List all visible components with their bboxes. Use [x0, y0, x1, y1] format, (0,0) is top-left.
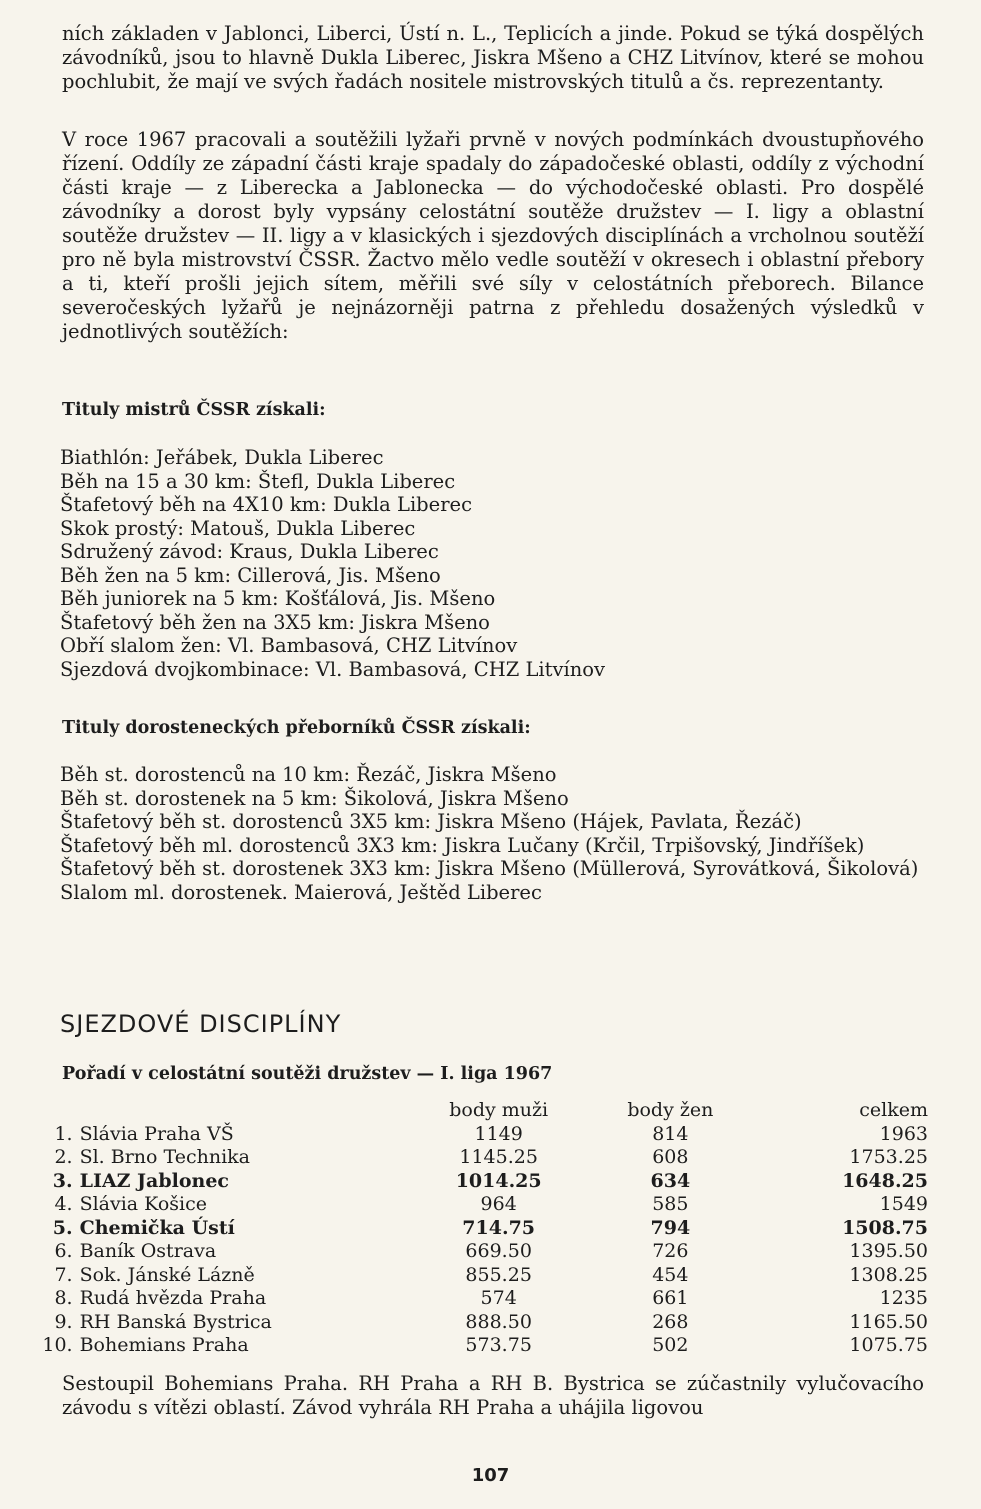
table-header-row — [42, 1098, 940, 1122]
rank-cell: 2. — [54, 1146, 73, 1169]
header-men-points: body muži — [449, 1099, 549, 1121]
men-points-cell: 574 — [480, 1287, 517, 1310]
men-points-cell: 888.50 — [465, 1310, 532, 1333]
total-points-cell: 1395.50 — [849, 1240, 928, 1263]
table-row — [42, 1287, 940, 1311]
table-row — [42, 1193, 940, 1217]
total-points-cell: 1508.75 — [842, 1216, 928, 1239]
list-item: Štafetový běh na 4X10 km: Dukla Liberec — [60, 493, 472, 516]
women-points-cell: 814 — [652, 1122, 689, 1145]
league-standings-table — [42, 1098, 940, 1357]
table-row — [42, 1169, 940, 1193]
intro-paragraph-2: V roce 1967 pracovali a soutěžili lyžaři prvně v nových podmínkách dvoustupňového řízení. Oddíly ze západní části kraje spadaly do západočeské oblasti, oddíly z východní části kraje — z Liberecka a Jablonecka — do východočeské oblasti. Pro dospělé závodníky a dorost byly vypsány celostátní soutěže družstev — I. ligy a oblastní soutěže družstev — II. ligy a v klasických i sjezdových disciplínách a vrcholnou soutěží pro ně byla mistrovství ČSSR. Žactvo mělo vedle soutěží v okresech i oblastní přebory a ti, kteří prošli jejich sítem, měřili své síly v celostátních přeborech. Bilance severočeských lyžařů je nejnázorněji patrna z přehledu dosažených výsledků v jednotlivých soutěžích: — [62, 128, 924, 343]
list-item: Běh juniorek na 5 km: Košťálová, Jis. Mšeno — [60, 587, 496, 610]
list-item: Štafetový běh žen na 3X5 km: Jiskra Mšeno — [60, 610, 490, 634]
list-item: Obří slalom žen: Vl. Bambasová, CHZ Litvínov — [60, 634, 518, 657]
total-points-cell: 1165.50 — [849, 1310, 928, 1333]
women-points-cell: 454 — [652, 1263, 689, 1286]
list-item: Štafetový běh st. dorostenců 3X5 km: Jiskra Mšeno (Hájek, Pavlata, Řezáč) — [60, 810, 802, 833]
total-points-cell: 1753.25 — [849, 1146, 928, 1169]
section-title: SJEZDOVÉ DISCIPLÍNY — [60, 1010, 342, 1038]
table-row — [42, 1263, 940, 1287]
team-cell: Chemička Ústí — [79, 1216, 235, 1239]
women-points-cell: 634 — [650, 1169, 691, 1192]
rank-cell: 6. — [54, 1240, 73, 1263]
men-points-cell: 855.25 — [465, 1263, 532, 1286]
team-cell: Baník Ostrava — [79, 1240, 217, 1263]
list-item: Štafetový běh ml. dorostenců 3X3 km: Jiskra Lučany (Krčil, Trpišovský, Jindříšek) — [60, 833, 865, 857]
total-points-cell: 1648.25 — [842, 1169, 928, 1192]
header-team — [80, 1098, 413, 1122]
rank-cell: 7. — [54, 1263, 73, 1286]
table-row — [42, 1122, 940, 1146]
list-item: Běh žen na 5 km: Cillerová, Jis. Mšeno — [60, 563, 441, 587]
men-points-cell: 1149 — [474, 1122, 523, 1145]
men-points-cell: 1014.25 — [455, 1169, 542, 1192]
rank-cell: 3. — [52, 1169, 73, 1192]
standings-body — [42, 1122, 940, 1357]
header-women-points: body žen — [627, 1099, 714, 1121]
team-cell: Rudá hvězda Praha — [79, 1287, 267, 1310]
junior-champions-heading: Tituly dorosteneckých přeborníků ČSSR získali: — [62, 718, 531, 738]
men-points-cell: 573.75 — [465, 1334, 532, 1357]
junior-champions-list — [60, 763, 930, 904]
list-item: Skok prostý: Matouš, Dukla Liberec — [60, 516, 416, 540]
men-points-cell: 714.75 — [462, 1216, 536, 1239]
header-total-points: celkem — [859, 1099, 928, 1121]
list-item: Běh st. dorostenek na 5 km: Šikolová, Jiskra Mšeno — [60, 786, 569, 810]
table-row — [42, 1146, 940, 1170]
table-row — [42, 1334, 940, 1358]
rank-cell: 1. — [54, 1122, 73, 1145]
rank-cell: 9. — [54, 1310, 73, 1333]
intro-paragraph-1: ních základen v Jablonci, Liberci, Ústí n. L., Teplicích a jinde. Pokud se týká dospělých závodníků, jsou to hlavně Dukla Liberec, Jiskra Mšeno a CHZ Litvínov, které se mohou pochlubit, že mají ve svých řadách nositele mistrovských titulů a čs. reprezentanty. — [62, 22, 924, 93]
team-cell: Sl. Brno Technika — [79, 1146, 250, 1169]
champions-heading: Tituly mistrů ČSSR získali: — [62, 400, 326, 420]
total-points-cell: 1075.75 — [849, 1334, 928, 1357]
header-pos — [42, 1098, 80, 1122]
men-points-cell: 669.50 — [465, 1240, 532, 1263]
total-points-cell: 1235 — [879, 1287, 928, 1310]
team-cell: Bohemians Praha — [79, 1334, 249, 1357]
team-cell: Slávia Košice — [79, 1193, 208, 1216]
table-row — [42, 1240, 940, 1264]
team-cell: Sok. Jánské Lázně — [79, 1263, 255, 1286]
men-points-cell: 1145.25 — [459, 1146, 538, 1169]
team-cell: Slávia Praha VŠ — [79, 1122, 234, 1145]
team-cell: LIAZ Jablonec — [79, 1169, 229, 1192]
list-item: Sjezdová dvojkombinace: Vl. Bambasová, CHZ Litvínov — [60, 657, 606, 681]
list-item: Slalom ml. dorostenek. Maierová, Ještěd Liberec — [60, 880, 542, 904]
team-cell: RH Banská Bystrica — [79, 1310, 272, 1333]
table-row — [42, 1310, 940, 1334]
list-item: Sdružený závod: Kraus, Dukla Liberec — [60, 540, 439, 563]
men-points-cell: 964 — [480, 1193, 517, 1216]
total-points-cell: 1308.25 — [849, 1263, 928, 1286]
list-item: Biathlón: Jeřábek, Dukla Liberec — [60, 446, 384, 469]
closing-paragraph: Sestoupil Bohemians Praha. RH Praha a RH B. Bystrica se zúčastnily vylučovacího závodu s vítězi oblastí. Závod vyhrála RH Praha a uhájila ligovou — [62, 1372, 924, 1419]
champions-list — [60, 446, 605, 681]
women-points-cell: 726 — [652, 1240, 689, 1263]
list-item: Štafetový běh st. dorostenek 3X3 km: Jiskra Mšeno (Müllerová, Syrovátková, Šikolová) — [60, 857, 919, 880]
table-row — [42, 1216, 940, 1240]
league-table-caption: Pořadí v celostátní soutěži družstev — I. liga 1967 — [62, 1064, 553, 1084]
rank-cell: 5. — [52, 1216, 73, 1239]
total-points-cell: 1963 — [879, 1122, 928, 1145]
list-item: Běh st. dorostenců na 10 km: Řezáč, Jiskra Mšeno — [60, 763, 557, 786]
rank-cell: 8. — [54, 1287, 73, 1310]
total-points-cell: 1549 — [879, 1193, 928, 1216]
women-points-cell: 661 — [652, 1287, 689, 1310]
women-points-cell: 585 — [652, 1193, 689, 1216]
rank-cell: 4. — [54, 1193, 73, 1216]
women-points-cell: 268 — [652, 1310, 689, 1333]
women-points-cell: 608 — [652, 1146, 689, 1169]
list-item: Běh na 15 a 30 km: Štefl, Dukla Liberec — [60, 469, 456, 493]
rank-cell: 10. — [42, 1334, 73, 1357]
women-points-cell: 502 — [652, 1334, 689, 1357]
women-points-cell: 794 — [650, 1216, 691, 1239]
page-number: 107 — [471, 1465, 510, 1486]
